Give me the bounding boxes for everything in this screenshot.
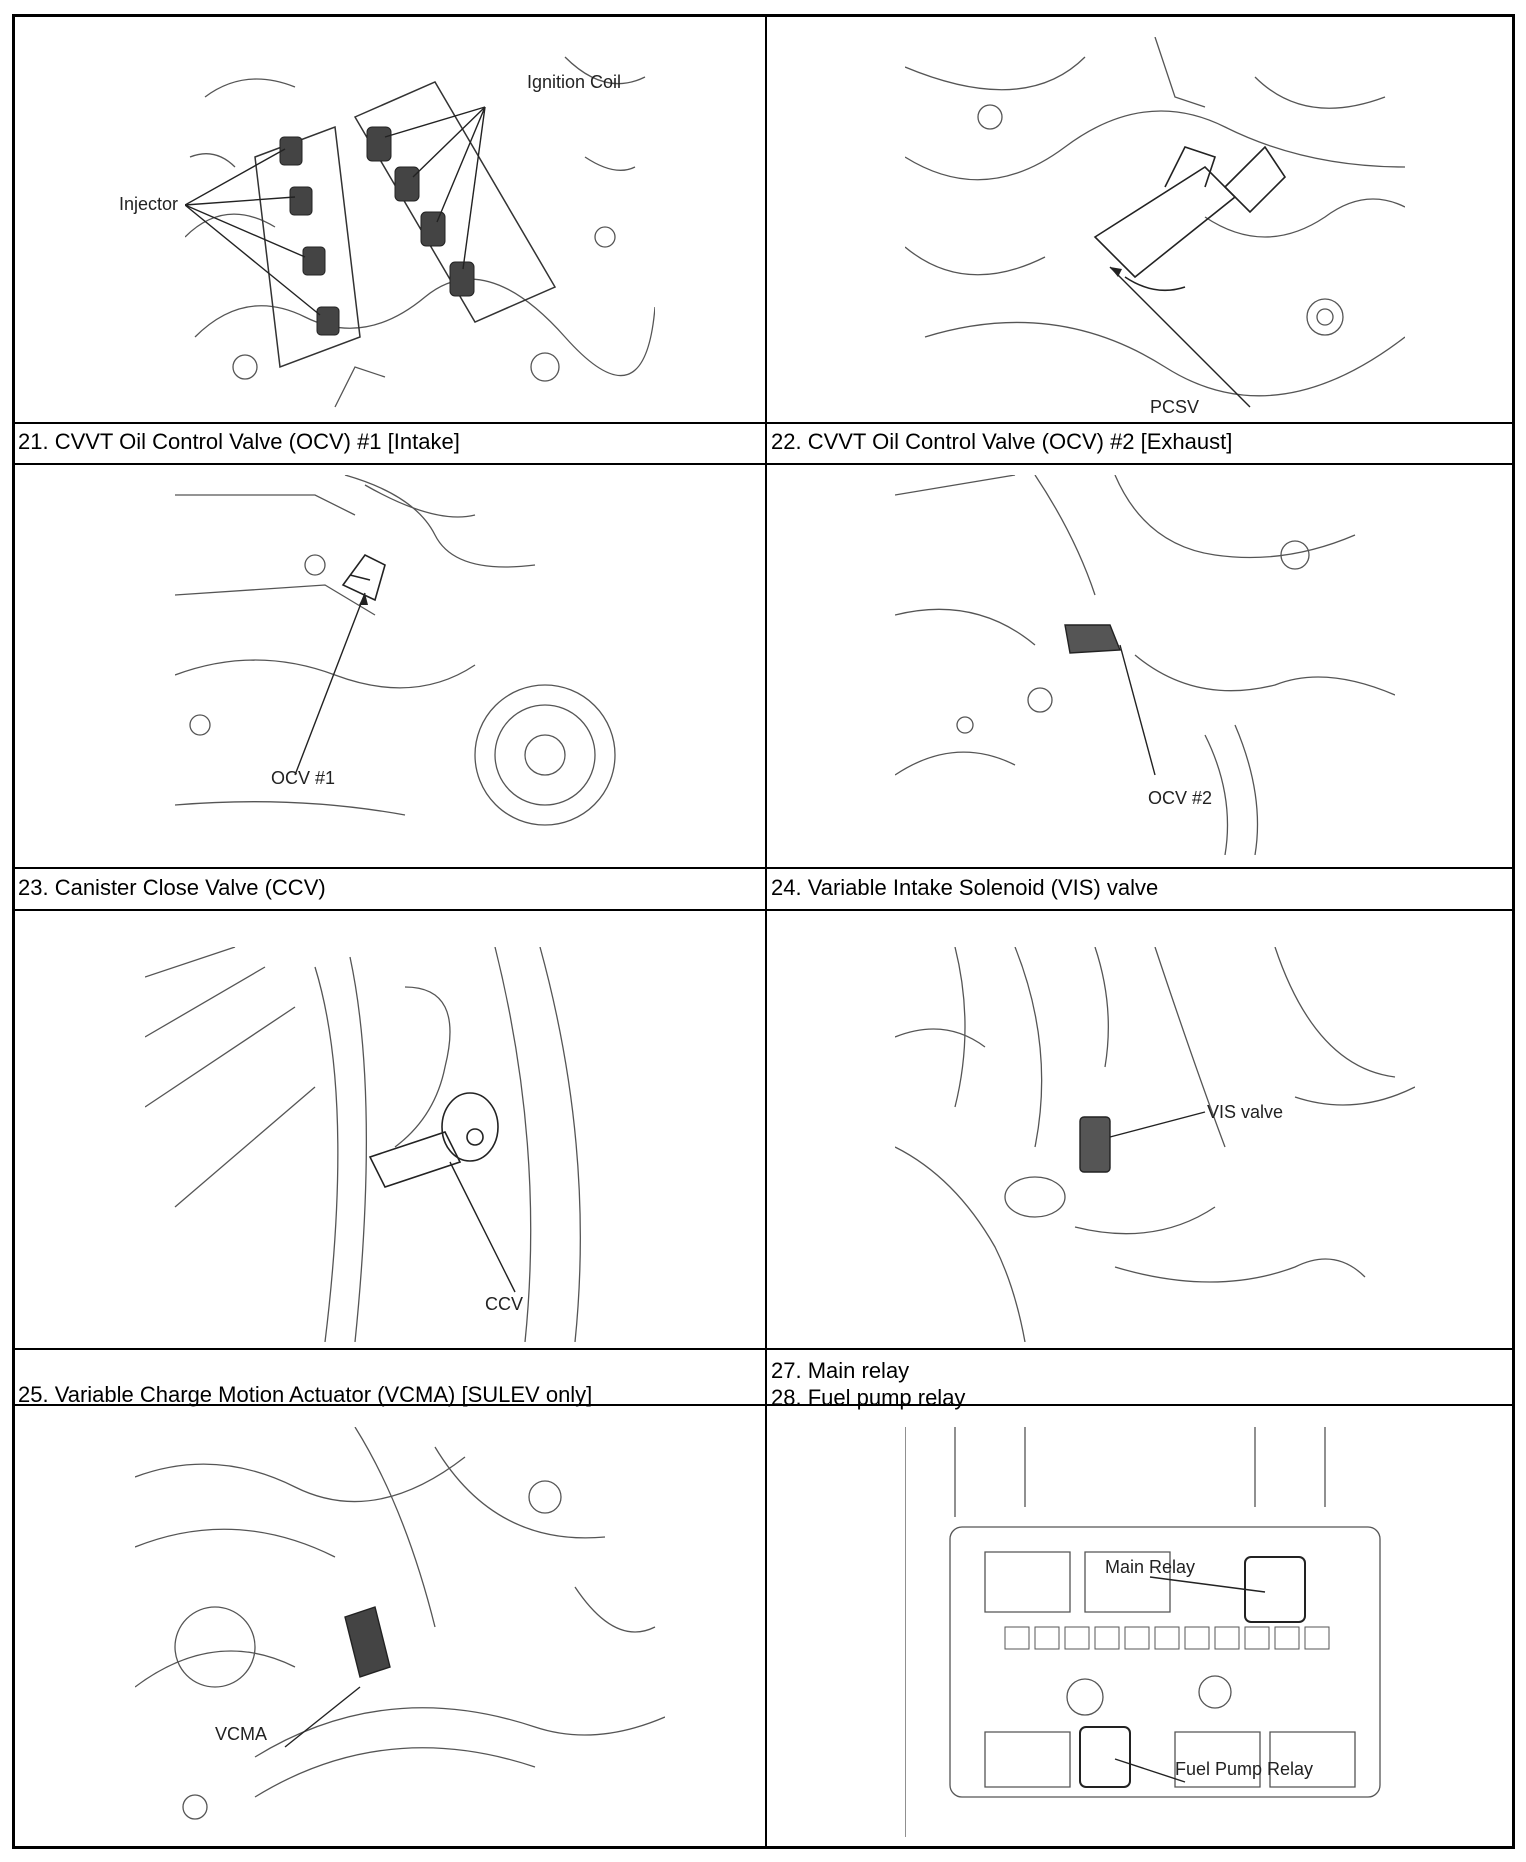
row-divider [15,909,1512,911]
figure-pcsv [905,37,1405,417]
caption-ocv2: 22. CVVT Oil Control Valve (OCV) #2 [Exhaust] [771,429,1233,454]
label-ocv1: OCV #1 [271,768,336,788]
caption-ccv: 23. Canister Close Valve (CCV) [18,875,326,900]
figure-ignition-injector [185,37,655,413]
label-pcsv: PCSV [1150,397,1200,417]
center-divider [765,17,767,1846]
label-vcma: VCMA [215,1724,268,1744]
row-divider [15,463,1512,465]
row-divider [15,1348,1512,1350]
label-injector: Injector [119,194,179,214]
caption-vcma: 25. Variable Charge Motion Actuator (VCMA) [SULEV only] [18,1382,593,1407]
figure-ocv2 [895,475,1395,855]
row-divider [15,422,1512,424]
figure-ccv [145,947,665,1342]
caption-vis: 24. Variable Intake Solenoid (VIS) valve [771,875,1159,900]
caption-ocv1: 21. CVVT Oil Control Valve (OCV) #1 [Intake] [18,429,460,454]
caption-fuel-pump-relay: 28. Fuel pump relay [771,1385,966,1410]
label-vis-valve: VIS valve [1207,1102,1284,1122]
label-main-relay: Main Relay [1105,1557,1196,1577]
figure-relay-box [905,1427,1415,1837]
figure-vcma [135,1427,665,1837]
figure-ocv1 [175,475,627,855]
label-ocv2: OCV #2 [1148,788,1213,808]
label-fuel-pump-relay: Fuel Pump Relay [1175,1759,1314,1779]
diagram-sheet [12,14,1515,1849]
row-divider [15,867,1512,869]
label-ignition-coil: Ignition Coil [527,72,622,92]
figure-vis [895,947,1415,1342]
caption-main-relay: 27. Main relay [771,1358,910,1383]
label-ccv: CCV [485,1294,524,1314]
